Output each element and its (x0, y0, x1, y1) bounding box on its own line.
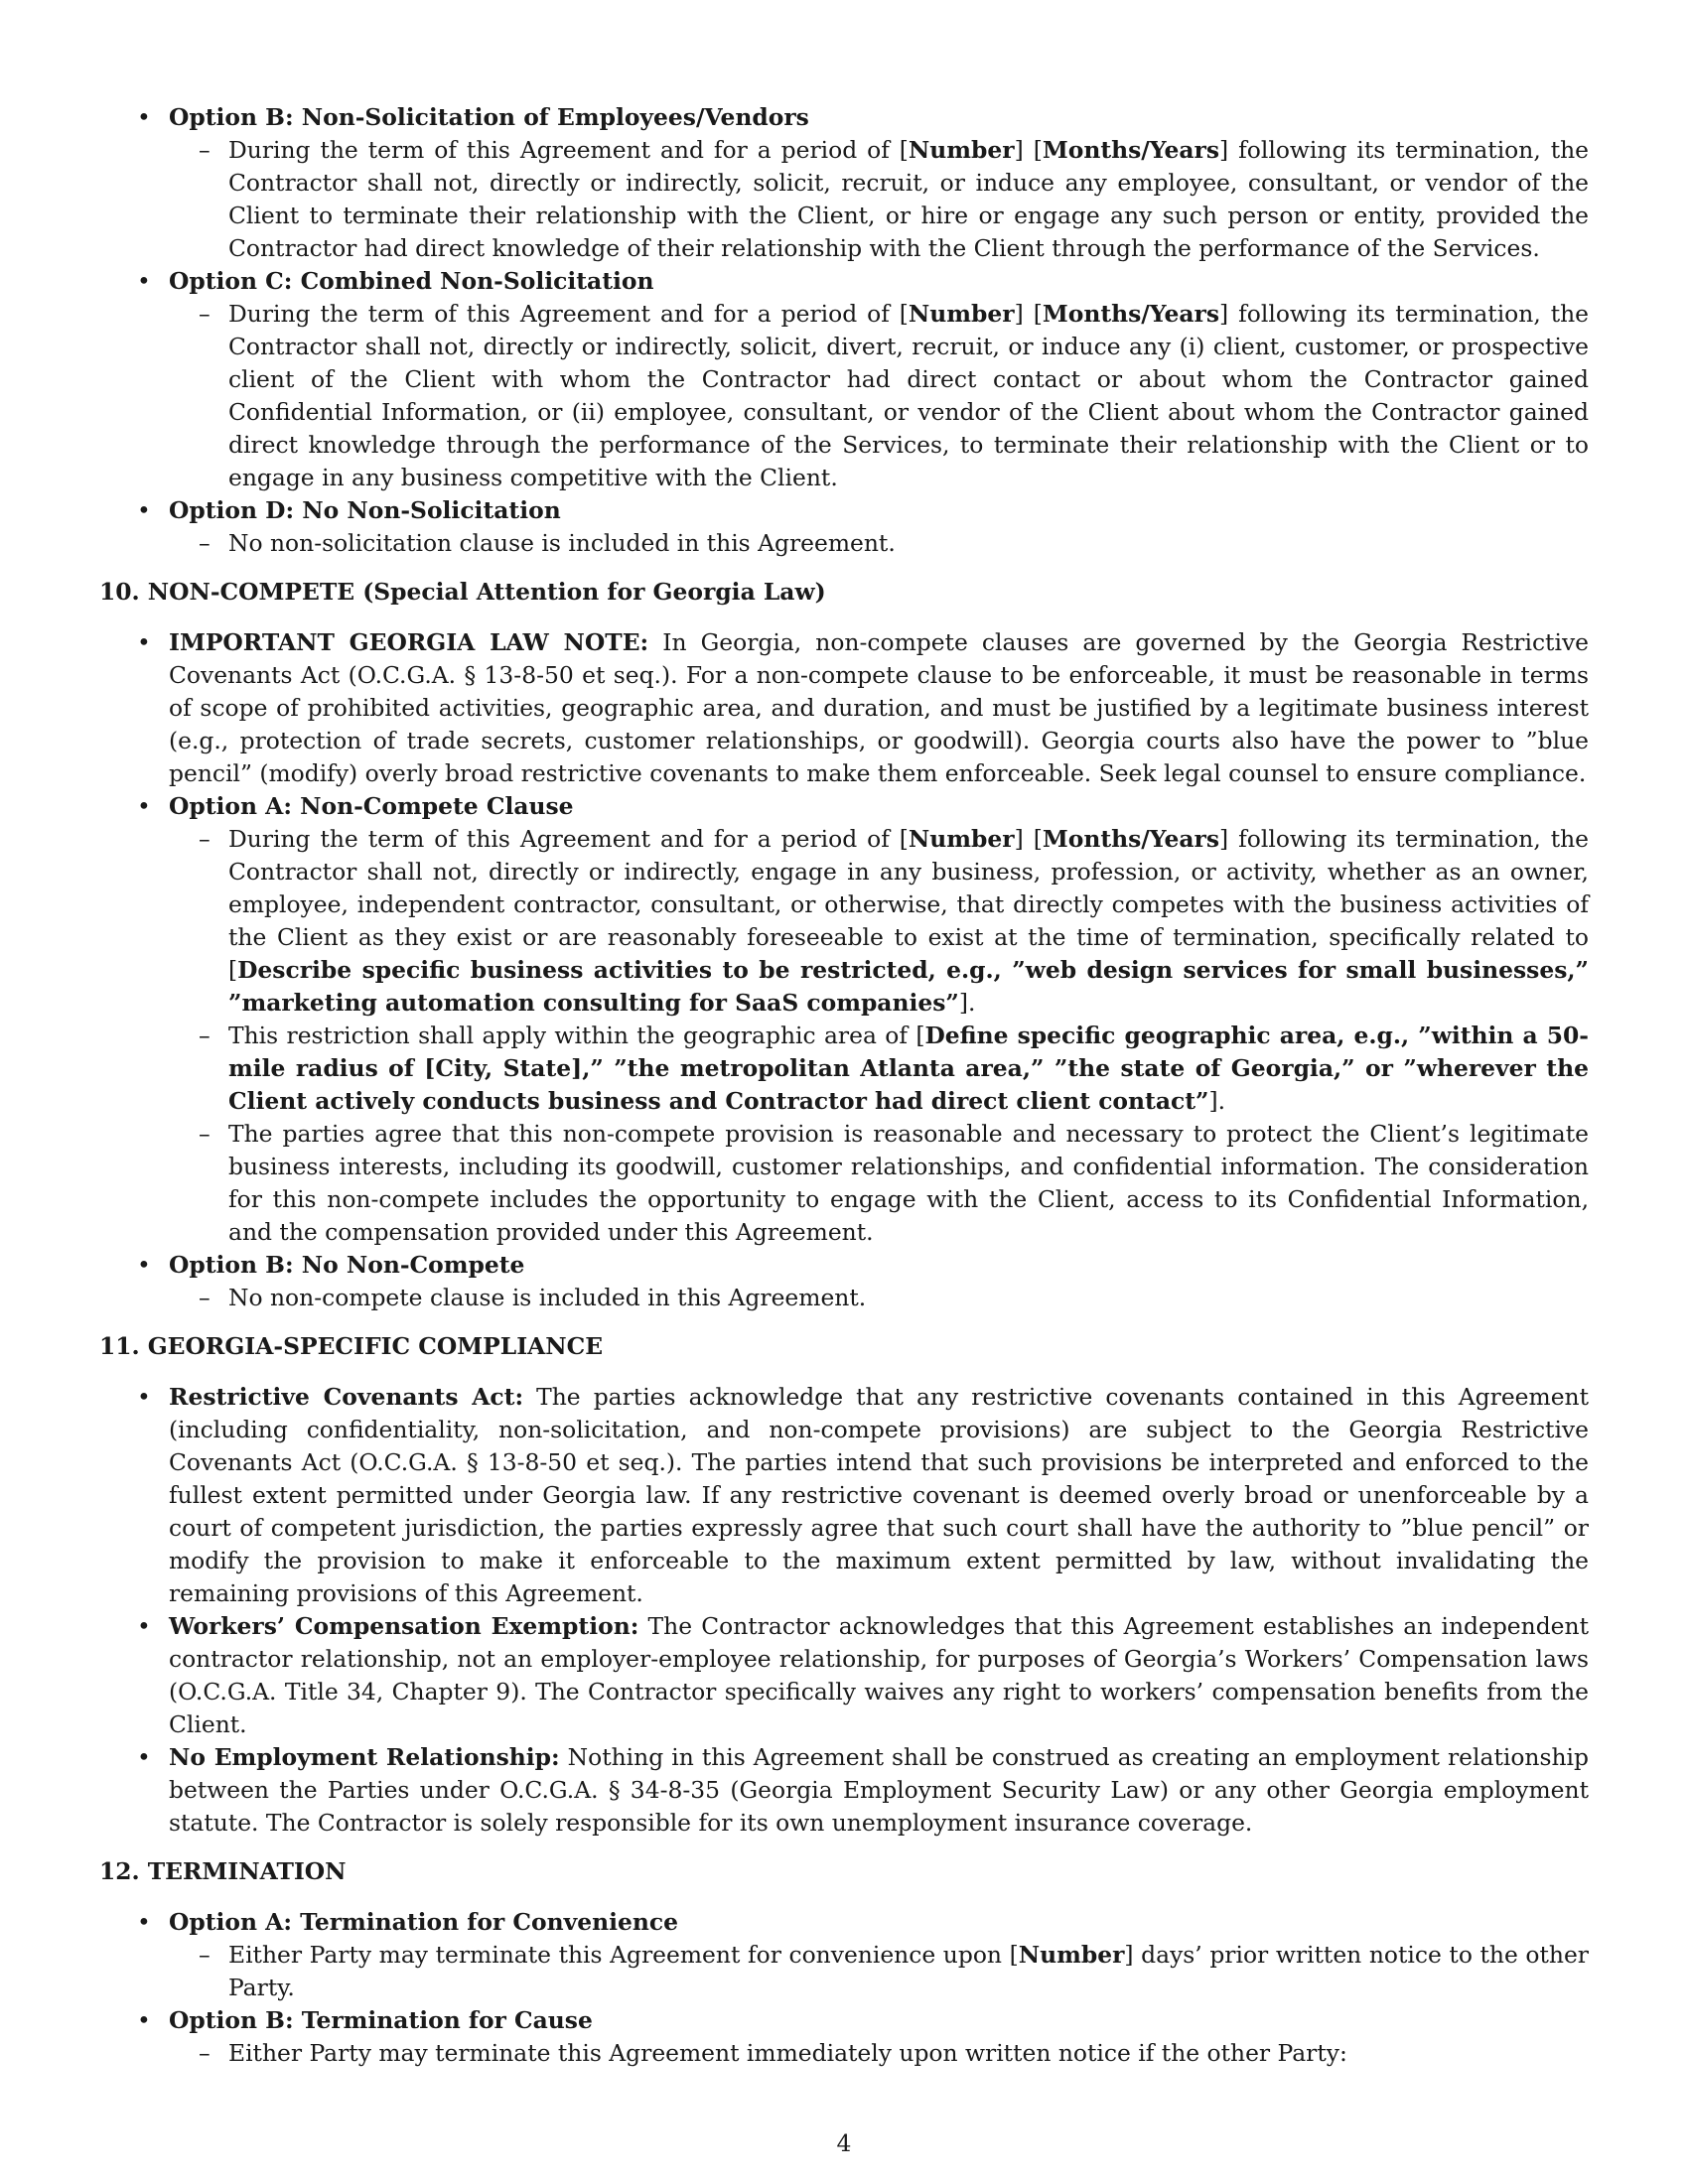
text: ] days’ prior written notice to the other Party. (228, 1941, 1589, 2001)
option-a-noncompete-clause (99, 790, 1589, 1249)
placeholder-business-activities: Describe specific business activities to be restricted, e.g., ”web design services for small businesses,” ”marketing automation consulting for SaaS companies” (228, 956, 1589, 1017)
text: During the term of this Agreement and for a period of [ (228, 825, 909, 853)
clause-text (169, 134, 1589, 265)
item-text: Nothing in this Agreement shall be construed as creating an employment relationship between the Parties under O.C.G.A. § 34-8-35 (Georgia Employment Security Law) or any other Georgia employment statute. The Contractor is solely responsible for its own unemployment insurance coverage. (169, 1743, 1589, 1837)
bullet: • (137, 792, 151, 820)
option-c-combined-nonsolicit (99, 265, 1589, 494)
text: ] following its termination, the Contractor shall not, directly or indirectly, solicit, recruit, or induce any employee, consultant, or vendor of the Client to terminate their relationship with the Client, or hire or engage any such person or entity, provided the Contractor had direct knowledge of their relationship with the Client through the performance of the Services. (228, 136, 1590, 262)
bullet: • (137, 1383, 151, 1411)
bullet: • (137, 2006, 151, 2034)
placeholder-number: Number (1018, 1941, 1125, 1969)
bullet: • (137, 103, 151, 131)
restrictive-covenants-act (99, 1381, 1589, 1610)
dash: – (199, 2039, 211, 2067)
workers-comp-exemption (99, 1610, 1589, 1741)
text: ] [ (1014, 300, 1043, 328)
placeholder-months-years: Months/Years (1042, 136, 1220, 164)
placeholder-number: Number (908, 136, 1015, 164)
item-label: Workers’ Compensation Exemption: (169, 1612, 639, 1640)
text: Either Party may terminate this Agreement for convenience upon [ (228, 1941, 1019, 1969)
dash: – (199, 529, 211, 557)
dash: – (199, 136, 211, 164)
placeholder-geographic-area: Define specific geographic area, e.g., ”within a 50-mile radius of [City, State],” ”the metropolitan Atlanta area,” ”the state of Georgia,” or ”wherever the Client actively conducts business and Contractor had direct client contact” (228, 1022, 1589, 1115)
option-b-no-noncompete (99, 1249, 1589, 1314)
text: ]. (958, 989, 976, 1017)
note-label: IMPORTANT GEORGIA LAW NOTE: (169, 628, 649, 656)
section-11-heading (99, 1330, 1589, 1363)
text: ] [ (1014, 825, 1043, 853)
bullet: • (137, 1612, 151, 1640)
option-title: Option B: Termination for Cause (169, 2006, 593, 2034)
bullet: • (137, 1908, 151, 1936)
clause-text (169, 1282, 1589, 1314)
section-title: TERMINATION (147, 1857, 347, 1885)
text: During the term of this Agreement and for a period of [ (228, 136, 909, 164)
section-11-list (99, 1381, 1589, 1840)
bullet: • (137, 267, 151, 295)
section-title: NON-COMPETE (Special Attention for Georgia Law) (147, 578, 826, 606)
option-title: Option A: Termination for Convenience (169, 1908, 678, 1936)
page-content (99, 101, 1589, 2070)
section-number: 11. (99, 1332, 140, 1360)
section-number: 12. (99, 1857, 140, 1885)
option-b-nonsolicit-employees (99, 101, 1589, 265)
item-label: Restrictive Covenants Act: (169, 1383, 524, 1411)
georgia-law-note (99, 626, 1589, 790)
text: Either Party may terminate this Agreement immediately upon written notice if the other Party: (228, 2039, 1347, 2067)
section-10-list (99, 626, 1589, 1314)
option-b-termination-cause (99, 2004, 1589, 2070)
dash: – (199, 1022, 211, 1049)
clause-text (169, 298, 1589, 494)
placeholder-months-years: Months/Years (1042, 300, 1220, 328)
option-a-termination-convenience (99, 1906, 1589, 2004)
item-text: The parties acknowledge that any restrictive covenants contained in this Agreement (including confidentiality, non-solicitation, and non-compete provisions) are subject to the Georgia Restrictive Covenants Act (O.C.G.A. § 13-8-50 et seq.). The parties intend that such provisions be interpreted and enforced to the fullest extent permitted under Georgia law. If any restrictive covenant is deemed overly broad or unenforceable by a court of competent jurisdiction, the parties expressly agree that such court shall have the authority to ”blue pencil” or modify the provision to make it enforceable to the maximum extent permitted by law, without invalidating the remaining provisions of this Agreement. (169, 1383, 1590, 1607)
text: No non-compete clause is included in this Agreement. (228, 1284, 867, 1311)
placeholder-months-years: Months/Years (1042, 825, 1220, 853)
clause-text (169, 1939, 1589, 2004)
option-title: Option B: No Non-Compete (169, 1251, 525, 1279)
text: No non-solicitation clause is included in this Agreement. (228, 529, 896, 557)
option-title: Option D: No Non-Solicitation (169, 496, 561, 524)
text: ] following its termination, the Contractor shall not, directly or indirectly, solicit, divert, recruit, or induce any (i) client, customer, or prospective client of the Client with whom the Contractor had direct contact or about whom the Contractor gained Confidential Information, or (ii) employee, consultant, or vendor of the Client about whom the Contractor gained direct knowledge through the performance of the Services, to terminate their relationship with the Client or to engage in any business competitive with the Client. (228, 300, 1590, 491)
clause-text (169, 2037, 1589, 2070)
item-text: The Contractor acknowledges that this Agreement establishes an independent contractor relationship, not an employer-employee relationship, for purposes of Georgia’s Workers’ Compensation laws (O.C.G.A. Title 34, Chapter 9). The Contractor specifically waives any right to workers’ compensation benefits from the Client. (169, 1612, 1589, 1738)
page-number: 4 (836, 2129, 852, 2157)
bullet: • (137, 1251, 151, 1279)
clause-text (169, 1118, 1589, 1249)
section-number: 10. (99, 578, 140, 606)
dash: – (199, 1941, 211, 1969)
text: ] following its termination, the Contractor shall not, directly or indirectly, engage in any business, profession, or activity, whether as an owner, employee, independent contractor, consultant, or otherwise, that directly competes with the business activities of the Client as they exist or are reasonably foreseeable to exist at the time of termination, specifically related to [ (228, 825, 1590, 984)
section-title: GEORGIA-SPECIFIC COMPLIANCE (147, 1332, 604, 1360)
dash: – (199, 300, 211, 328)
option-d-no-nonsolicit (99, 494, 1589, 560)
bullet: • (137, 628, 151, 656)
note-text: In Georgia, non-compete clauses are governed by the Georgia Restrictive Covenants Act (O.C.G.A. § 13-8-50 et seq.). For a non-compete clause to be enforceable, it must be reasonable in terms of scope of prohibited activities, geographic area, and duration, and must be justified by a legitimate business interest (e.g., protection of trade secrets, customer relationships, or goodwill). Georgia courts also have the power to ”blue pencil” (modify) overly broad restrictive covenants to make them enforceable. Seek legal counsel to ensure compliance. (169, 628, 1589, 787)
bullet: • (137, 496, 151, 524)
section-12-list (99, 1906, 1589, 2070)
clause-text (169, 527, 1589, 560)
dash: – (199, 825, 211, 853)
option-title: Option C: Combined Non-Solicitation (169, 267, 654, 295)
clause-text (169, 1020, 1589, 1118)
section-12-heading (99, 1855, 1589, 1888)
text: ] [ (1014, 136, 1043, 164)
placeholder-number: Number (908, 300, 1015, 328)
item-label: No Employment Relationship: (169, 1743, 560, 1771)
section-9-options (99, 101, 1589, 560)
option-title: Option B: Non-Solicitation of Employees/Vendors (169, 103, 809, 131)
option-title: Option A: Non-Compete Clause (169, 792, 574, 820)
text: The parties agree that this non-compete provision is reasonable and necessary to protect the Client’s legitimate business interests, including its goodwill, customer relationships, and confidential information. The consideration for this non-compete includes the opportunity to engage with the Client, access to its Confidential Information, and the compensation provided under this Agreement. (228, 1120, 1589, 1246)
text: ]. (1208, 1087, 1226, 1115)
section-10-heading (99, 576, 1589, 609)
bullet: • (137, 1743, 151, 1771)
dash: – (199, 1284, 211, 1311)
clause-text (169, 823, 1589, 1020)
no-employment-relationship (99, 1741, 1589, 1840)
placeholder-number: Number (908, 825, 1015, 853)
text: During the term of this Agreement and for a period of [ (228, 300, 909, 328)
text: This restriction shall apply within the geographic area of [ (228, 1022, 925, 1049)
dash: – (199, 1120, 211, 1148)
